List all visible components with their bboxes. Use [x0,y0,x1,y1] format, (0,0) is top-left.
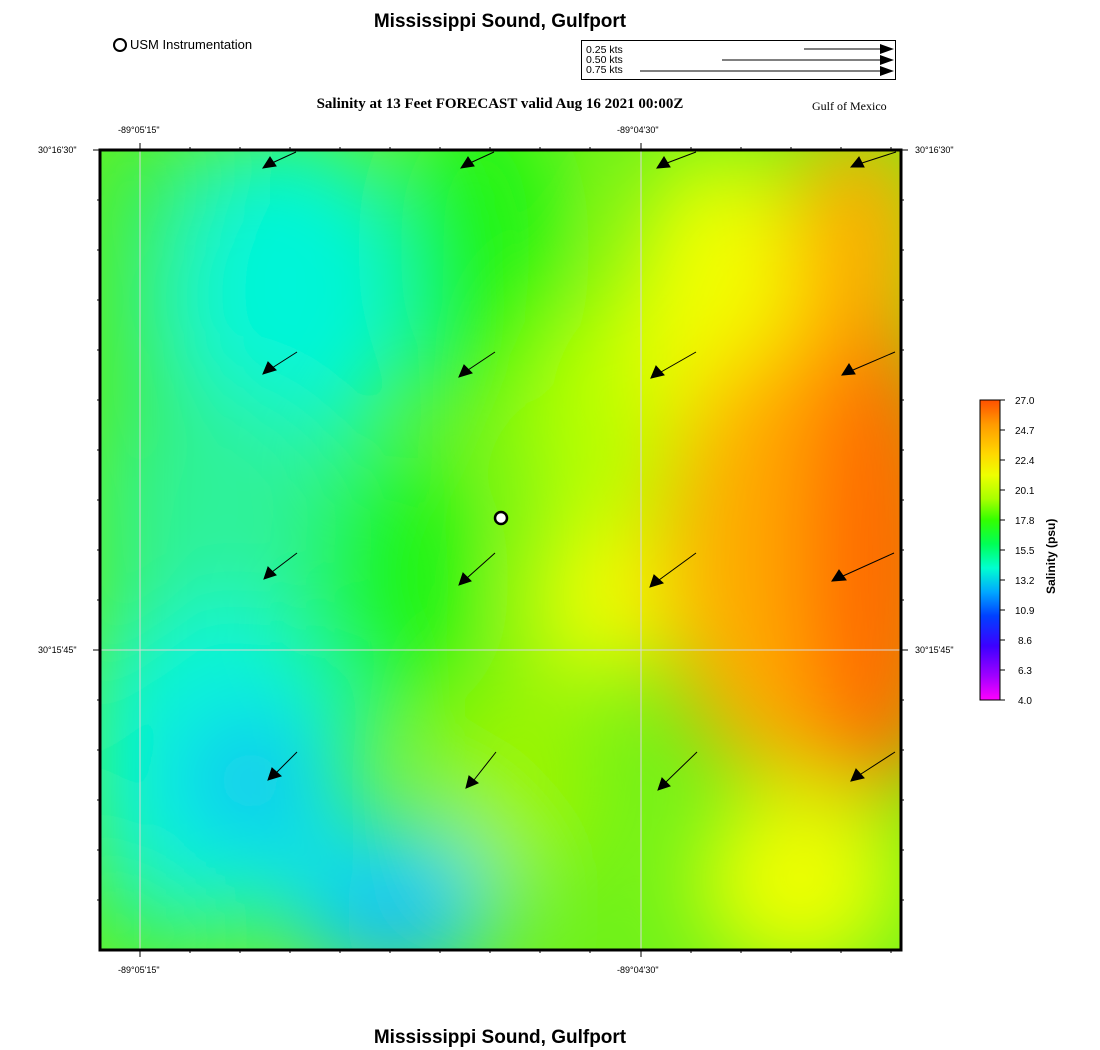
lat-label-right-1: 30°16'30" [915,145,954,155]
colorbar-label: Salinity (psu) [1044,518,1058,594]
vector-key-label-1: 0.25 kts [586,44,623,56]
colorbar-tick-label: 4.0 [1018,696,1032,707]
colorbar-tick-label: 27.0 [1015,396,1035,407]
colorbar-tick-label: 17.8 [1015,516,1035,527]
lat-label-left-2: 30°15'45" [38,645,77,655]
lon-label-top-1: -89°05'15" [118,125,160,135]
region-label: Gulf of Mexico [812,99,887,113]
station-marker-icon [495,512,507,524]
colorbar-tick-label: 8.6 [1018,636,1032,647]
colorbar-tick-label: 6.3 [1018,666,1032,677]
marker-legend-label: USM Instrumentation [130,37,253,52]
lat-label-right-2: 30°15'45" [915,645,954,655]
colorbar [980,400,1000,700]
vector-key-label-3: 0.75 kts [586,64,623,76]
lon-label-bottom-2: -89°04'30" [617,965,659,975]
vector-key-label-2: 0.50 kts [586,54,623,66]
colorbar-tick-label: 22.4 [1015,456,1035,467]
map-title-bottom: Mississippi Sound, Gulfport [373,1027,627,1048]
colorbar-tick-label: 24.7 [1015,426,1035,437]
colorbar-tick-label: 20.1 [1015,486,1035,497]
salinity-field [80,90,960,980]
colorbar-tick-label: 15.5 [1015,546,1035,557]
map-subtitle: Salinity at 13 Feet FORECAST valid Aug 16 2021 00:00Z [316,96,684,112]
colorbar-tick-label: 10.9 [1015,606,1035,617]
map-title: Mississippi Sound, Gulfport [373,11,627,32]
colorbar-ticks [1000,400,1005,700]
colorbar-tick-label: 13.2 [1015,576,1035,587]
lat-label-left-1: 30°16'30" [38,145,77,155]
lon-label-bottom-1: -89°05'15" [118,965,160,975]
lon-label-top-2: -89°04'30" [617,125,659,135]
